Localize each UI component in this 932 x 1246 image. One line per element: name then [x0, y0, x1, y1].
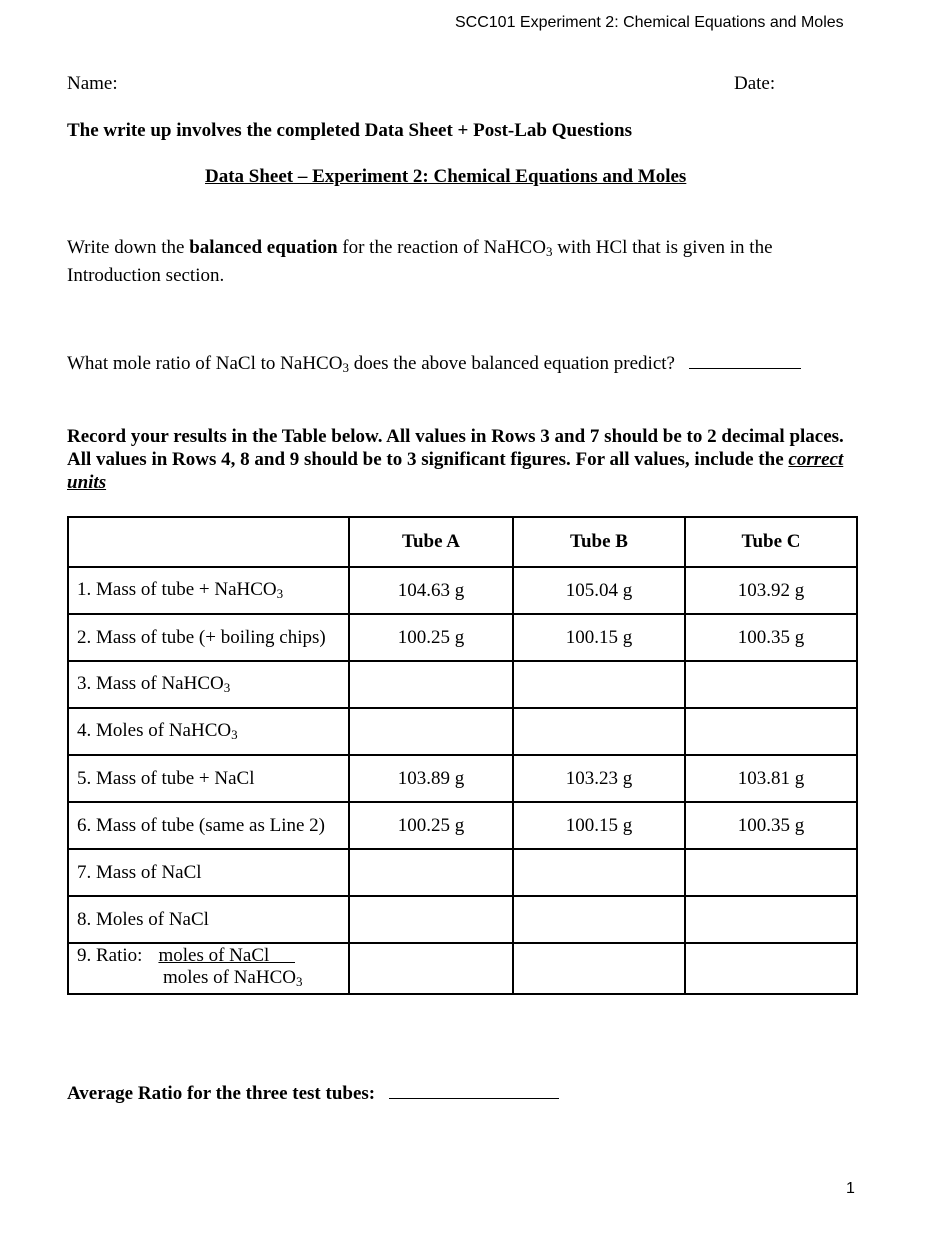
table-header-row — [68, 517, 857, 567]
average-ratio: Average Ratio for the three test tubes: — [67, 1083, 559, 1105]
table-row — [68, 849, 857, 896]
ratio-denominator: moles of NaHCO — [163, 967, 296, 988]
table-row — [68, 896, 857, 943]
value-cell-tube-c[interactable] — [685, 943, 857, 994]
name-label: Name: — [67, 73, 118, 94]
header-tube-b: Tube B — [513, 517, 685, 567]
row-label: 8. Moles of NaCl — [68, 896, 349, 943]
average-ratio-answer-blank[interactable] — [389, 1098, 559, 1099]
table-row — [68, 567, 857, 614]
row-label: 7. Mass of NaCl — [68, 849, 349, 896]
value-cell-tube-c[interactable] — [685, 849, 857, 896]
value-cell-tube-b[interactable] — [513, 849, 685, 896]
table-row — [68, 708, 857, 755]
value-cell-tube-c[interactable] — [685, 896, 857, 943]
value-cell-tube-c[interactable] — [685, 708, 857, 755]
row-label: 3. Mass of NaHCO$_3$ — [68, 661, 349, 708]
value-cell-tube-a[interactable] — [349, 849, 513, 896]
value-cell-tube-a[interactable] — [349, 661, 513, 708]
data-sheet-title: Data Sheet – Experiment 2: Chemical Equations and Moles — [205, 166, 687, 187]
value-cell-tube-b: 100.15 g — [513, 802, 685, 849]
question-mole-ratio: What mole ratio of NaCl to NaHCO$_3$ does the above balanced equation predict? — [67, 353, 801, 376]
table-row — [68, 661, 857, 708]
value-cell-tube-b: 100.15 g — [513, 614, 685, 661]
value-cell-tube-c[interactable] — [685, 661, 857, 708]
value-cell-tube-c: 100.35 g — [685, 614, 857, 661]
mole-ratio-answer-blank[interactable] — [689, 368, 801, 369]
value-cell-tube-a: 103.89 g — [349, 755, 513, 802]
table-row — [68, 802, 857, 849]
value-cell-tube-c: 103.92 g — [685, 567, 857, 614]
header-tube-a: Tube A — [349, 517, 513, 567]
page-number: 1 — [846, 1180, 855, 1197]
value-cell-tube-a[interactable] — [349, 943, 513, 994]
value-cell-tube-b[interactable] — [513, 708, 685, 755]
instructions: Record your results in the Table below. All values in Rows 3 and 7 should be to 2 decimal places. All values in Rows 4, 8 and 9 should be to 3 significant figures. For all values, include the correct units — [67, 426, 844, 493]
value-cell-tube-a[interactable] — [349, 708, 513, 755]
value-cell-tube-a: 104.63 g — [349, 567, 513, 614]
value-cell-tube-a: 100.25 g — [349, 802, 513, 849]
results-table — [67, 516, 858, 995]
row-label: 6. Mass of tube (same as Line 2) — [68, 802, 349, 849]
header-cell-blank — [68, 517, 349, 567]
value-cell-tube-a[interactable] — [349, 896, 513, 943]
value-cell-tube-a: 100.25 g — [349, 614, 513, 661]
value-cell-tube-b: 105.04 g — [513, 567, 685, 614]
row-label: 4. Moles of NaHCO$_3$ — [68, 708, 349, 755]
ratio-row-label: 9. Ratio: moles of NaCl moles of NaHCO$_3$ — [68, 943, 349, 994]
value-cell-tube-b: 103.23 g — [513, 755, 685, 802]
page-header: SCC101 Experiment 2: Chemical Equations and Moles — [455, 14, 844, 31]
value-cell-tube-b[interactable] — [513, 943, 685, 994]
row-label: 1. Mass of tube + NaHCO$_3$ — [68, 567, 349, 614]
table-row-ratio — [68, 943, 857, 994]
table-row — [68, 614, 857, 661]
value-cell-tube-c: 103.81 g — [685, 755, 857, 802]
ratio-label: 9. Ratio: — [77, 945, 143, 966]
writeup-note: The write up involves the completed Data Sheet + Post-Lab Questions — [67, 120, 632, 141]
value-cell-tube-c: 100.35 g — [685, 802, 857, 849]
ratio-numerator: moles of NaCl — [158, 945, 270, 966]
value-cell-tube-b[interactable] — [513, 661, 685, 708]
row-label: 5. Mass of tube + NaCl — [68, 755, 349, 802]
value-cell-tube-b[interactable] — [513, 896, 685, 943]
table-row — [68, 755, 857, 802]
date-label: Date: — [734, 73, 776, 94]
question-balanced-equation: Write down the balanced equation for the reaction of NaHCO$_3$ with HCl that is given in the Introduction section. — [67, 237, 773, 286]
header-tube-c: Tube C — [685, 517, 857, 567]
row-label: 2. Mass of tube (+ boiling chips) — [68, 614, 349, 661]
